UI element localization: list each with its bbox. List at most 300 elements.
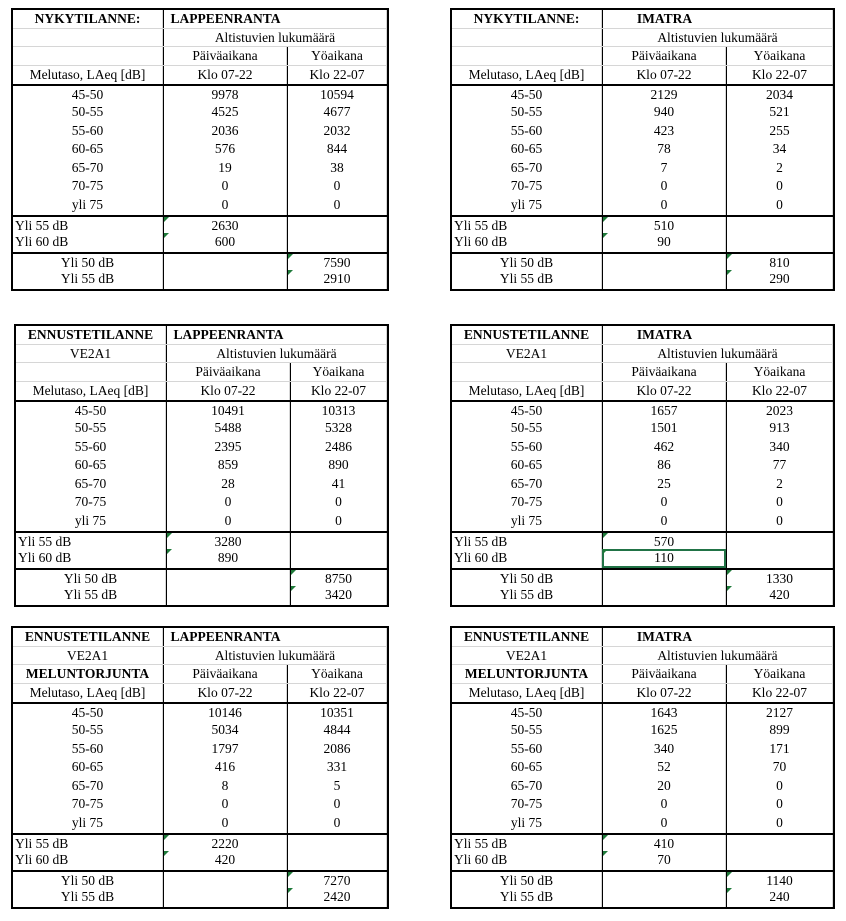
noise-level-label[interactable]: Melutaso, LAeq [dB] [452,684,602,703]
night-threshold-count[interactable]: 7590 [287,254,387,271]
day-count[interactable]: 10146 [163,704,287,721]
table-row [16,438,387,457]
day-count[interactable]: 416 [163,758,287,777]
day-hours[interactable]: Klo 07-22 [163,66,287,85]
scenario-label[interactable]: NYKYTILANNE: [13,10,163,28]
day-threshold-label[interactable]: Yli 60 dB [13,851,163,870]
empty-cell[interactable] [602,570,726,587]
table-row [16,419,387,438]
empty-cell[interactable] [290,549,387,568]
table-row [452,493,833,512]
day-hours[interactable]: Klo 07-22 [602,66,726,85]
day-hours[interactable]: Klo 07-22 [163,684,287,703]
night-label[interactable]: Yöaikana [726,47,833,65]
night-label[interactable]: Yöaikana [287,47,387,65]
night-threshold-count[interactable]: 290 [726,270,833,289]
empty-cell[interactable] [163,888,287,907]
day-threshold-label[interactable]: Yli 60 dB [13,233,163,252]
exposure-table [450,8,835,291]
day-hours[interactable]: Klo 07-22 [166,382,290,401]
night-threshold-label[interactable]: Yli 55 dB [13,270,163,289]
exposed-count-label[interactable]: Altistuvien lukumäärä [166,345,387,363]
night-count[interactable]: 521 [726,103,833,122]
city-title[interactable]: IMATRA [602,628,726,646]
scenario-label[interactable]: ENNUSTETILANNE [452,326,602,344]
empty-cell[interactable] [602,586,726,605]
night-hours[interactable]: Klo 22-07 [287,66,387,85]
day-count[interactable]: 86 [602,456,726,475]
night-count[interactable]: 4844 [287,721,387,740]
city-title-span[interactable] [287,628,387,646]
night-count[interactable]: 34 [726,140,833,159]
day-count[interactable]: 52 [602,758,726,777]
day-threshold-count[interactable]: 890 [166,549,290,568]
day-threshold-count[interactable]: 110 [602,549,726,568]
night-count[interactable]: 10594 [287,86,387,103]
table-row [452,758,833,777]
night-hours[interactable]: Klo 22-07 [726,684,833,703]
night-count[interactable]: 70 [726,758,833,777]
day-count[interactable]: 1657 [602,402,726,419]
table-row [452,531,833,550]
scenario-measure[interactable]: MELUNTORJUNTA [13,665,163,683]
noise-band[interactable]: yli 75 [452,512,602,531]
table-row [13,758,387,777]
noise-level-label[interactable]: Melutaso, LAeq [dB] [452,66,602,85]
scenario-variant[interactable]: VE2A1 [452,647,602,665]
night-count[interactable]: 4677 [287,103,387,122]
night-count[interactable]: 0 [726,177,833,196]
noise-band[interactable]: 50-55 [13,721,163,740]
day-threshold-count[interactable]: 510 [602,217,726,234]
night-threshold-label[interactable]: Yli 50 dB [16,570,166,587]
table-row [452,475,833,494]
day-label[interactable]: Päiväaikana [602,665,726,683]
city-title-span[interactable] [290,326,387,344]
noise-band[interactable]: 70-75 [13,177,163,196]
night-threshold-count[interactable]: 1140 [726,872,833,889]
empty-cell[interactable] [726,835,833,852]
day-count[interactable]: 0 [602,795,726,814]
night-threshold-count[interactable]: 810 [726,254,833,271]
day-hours[interactable]: Klo 07-22 [602,382,726,401]
day-threshold-count[interactable]: 410 [602,835,726,852]
noise-band[interactable]: 55-60 [452,740,602,759]
day-count[interactable]: 4525 [163,103,287,122]
table-row [452,795,833,814]
day-count[interactable]: 0 [602,177,726,196]
day-threshold-count[interactable]: 70 [602,851,726,870]
day-count[interactable]: 28 [166,475,290,494]
night-threshold-count[interactable]: 2420 [287,888,387,907]
night-count[interactable]: 0 [290,493,387,512]
table-row [452,702,833,721]
day-threshold-count[interactable]: 600 [163,233,287,252]
night-count[interactable]: 5 [287,777,387,796]
table-row [452,438,833,457]
exposed-count-label[interactable]: Altistuvien lukumäärä [163,647,387,665]
night-threshold-label[interactable]: Yli 50 dB [13,872,163,889]
noise-band[interactable]: 45-50 [13,86,163,103]
noise-band[interactable]: 45-50 [452,704,602,721]
exposure-table [14,324,389,607]
scenario-measure[interactable] [452,47,602,65]
scenario-variant[interactable] [13,29,163,47]
night-count[interactable]: 2023 [726,402,833,419]
day-label[interactable]: Päiväaikana [163,47,287,65]
noise-band[interactable]: 65-70 [452,159,602,178]
day-count[interactable]: 462 [602,438,726,457]
day-count[interactable]: 2036 [163,122,287,141]
day-count[interactable]: 5034 [163,721,287,740]
city-title[interactable]: IMATRA [602,326,726,344]
exposed-count-label[interactable]: Altistuvien lukumäärä [163,29,387,47]
noise-band[interactable]: 55-60 [452,122,602,141]
day-count[interactable]: 10491 [166,402,290,419]
noise-band[interactable]: 55-60 [16,438,166,457]
table-row [452,400,833,419]
table-row [16,586,387,605]
table-row [13,177,387,196]
day-count[interactable]: 8 [163,777,287,796]
day-count[interactable]: 423 [602,122,726,141]
scenario-variant[interactable]: VE2A1 [452,345,602,363]
empty-cell[interactable] [166,586,290,605]
night-threshold-count[interactable]: 2910 [287,270,387,289]
night-threshold-label[interactable]: Yli 50 dB [13,254,163,271]
night-threshold-count[interactable]: 420 [726,586,833,605]
empty-cell[interactable] [602,888,726,907]
night-count[interactable]: 0 [287,795,387,814]
day-count[interactable]: 340 [602,740,726,759]
noise-band[interactable]: 65-70 [13,159,163,178]
day-threshold-label[interactable]: Yli 55 dB [452,217,602,234]
scenario-label[interactable]: NYKYTILANNE: [452,10,602,28]
night-count[interactable]: 0 [287,196,387,215]
noise-band[interactable]: 70-75 [13,795,163,814]
night-count[interactable]: 255 [726,122,833,141]
table-row [13,66,387,85]
day-count[interactable]: 859 [166,456,290,475]
city-title-span[interactable] [726,628,833,646]
empty-cell[interactable] [163,872,287,889]
night-count[interactable]: 0 [726,512,833,531]
table-row [13,233,387,252]
night-count[interactable]: 2086 [287,740,387,759]
noise-band[interactable]: 70-75 [452,795,602,814]
day-count[interactable]: 0 [166,493,290,512]
noise-level-label[interactable]: Melutaso, LAeq [dB] [13,66,163,85]
day-count[interactable]: 0 [602,814,726,833]
noise-band[interactable]: 50-55 [16,419,166,438]
noise-band[interactable]: 50-55 [452,721,602,740]
empty-cell[interactable] [163,270,287,289]
city-title-span[interactable] [726,326,833,344]
day-count[interactable]: 1643 [602,704,726,721]
table-row [13,270,387,289]
city-title[interactable]: LAPPEENRANTA [163,628,287,646]
night-count[interactable]: 2 [726,475,833,494]
night-count[interactable]: 10351 [287,704,387,721]
table-row [452,345,833,364]
noise-band[interactable]: 60-65 [13,758,163,777]
day-threshold-label[interactable]: Yli 55 dB [13,835,163,852]
day-count[interactable]: 0 [602,493,726,512]
table-row [452,870,833,889]
noise-level-label[interactable]: Melutaso, LAeq [dB] [16,382,166,401]
night-count[interactable]: 0 [726,814,833,833]
empty-cell[interactable] [726,217,833,234]
day-threshold-label[interactable]: Yli 60 dB [16,549,166,568]
empty-cell[interactable] [163,254,287,271]
night-label[interactable]: Yöaikana [290,363,387,381]
empty-cell[interactable] [287,217,387,234]
noise-band[interactable]: 45-50 [452,402,602,419]
noise-band[interactable]: yli 75 [13,814,163,833]
table-row [13,721,387,740]
night-count[interactable]: 10313 [290,402,387,419]
day-count[interactable]: 0 [163,814,287,833]
day-label[interactable]: Päiväaikana [163,665,287,683]
noise-band[interactable]: 60-65 [452,140,602,159]
night-count[interactable]: 5328 [290,419,387,438]
scenario-variant[interactable]: VE2A1 [16,345,166,363]
day-threshold-label[interactable]: Yli 60 dB [452,549,602,568]
night-label[interactable]: Yöaikana [287,665,387,683]
night-hours[interactable]: Klo 22-07 [726,66,833,85]
noise-band[interactable]: 55-60 [13,122,163,141]
night-count[interactable]: 844 [287,140,387,159]
empty-cell[interactable] [287,835,387,852]
noise-band[interactable]: 65-70 [452,475,602,494]
day-label[interactable]: Päiväaikana [166,363,290,381]
night-count[interactable]: 2032 [287,122,387,141]
table-row [16,456,387,475]
day-threshold-label[interactable]: Yli 55 dB [13,217,163,234]
day-threshold-count[interactable]: 420 [163,851,287,870]
day-count[interactable]: 0 [163,196,287,215]
night-threshold-label[interactable]: Yli 50 dB [452,872,602,889]
table-row [13,870,387,889]
empty-cell[interactable] [290,533,387,550]
scenario-variant[interactable] [452,29,602,47]
table-row [452,721,833,740]
day-count[interactable]: 1625 [602,721,726,740]
empty-cell[interactable] [726,533,833,550]
night-threshold-count[interactable]: 7270 [287,872,387,889]
day-count[interactable]: 78 [602,140,726,159]
day-count[interactable]: 576 [163,140,287,159]
exposed-count-label[interactable]: Altistuvien lukumäärä [602,345,833,363]
day-threshold-count[interactable]: 90 [602,233,726,252]
day-threshold-count[interactable]: 570 [602,533,726,550]
noise-band[interactable]: 70-75 [452,493,602,512]
noise-band[interactable]: 50-55 [452,103,602,122]
day-count[interactable]: 0 [163,177,287,196]
table-row [13,628,387,647]
city-title[interactable]: IMATRA [602,10,726,28]
table-row [452,122,833,141]
night-hours[interactable]: Klo 22-07 [287,684,387,703]
night-count[interactable]: 0 [726,795,833,814]
night-count[interactable]: 0 [726,777,833,796]
noise-band[interactable]: 60-65 [452,758,602,777]
noise-band[interactable]: 50-55 [13,103,163,122]
day-threshold-label[interactable]: Yli 60 dB [452,233,602,252]
scenario-measure[interactable] [16,363,166,381]
night-count[interactable]: 0 [287,177,387,196]
night-count[interactable]: 913 [726,419,833,438]
noise-band[interactable]: yli 75 [13,196,163,215]
night-hours[interactable]: Klo 22-07 [290,382,387,401]
city-title[interactable]: LAPPEENRANTA [166,326,290,344]
night-threshold-count[interactable]: 1330 [726,570,833,587]
noise-band[interactable]: 70-75 [16,493,166,512]
empty-cell[interactable] [287,851,387,870]
night-count[interactable]: 0 [290,512,387,531]
noise-band[interactable]: 60-65 [16,456,166,475]
scenario-measure[interactable] [13,47,163,65]
noise-band[interactable]: yli 75 [452,196,602,215]
noise-band[interactable]: 60-65 [13,140,163,159]
noise-band[interactable]: 45-50 [452,86,602,103]
noise-band[interactable]: 65-70 [452,777,602,796]
noise-band[interactable]: 70-75 [452,177,602,196]
night-threshold-label[interactable]: Yli 55 dB [16,586,166,605]
day-label[interactable]: Päiväaikana [602,47,726,65]
table-row [13,740,387,759]
night-threshold-label[interactable]: Yli 55 dB [13,888,163,907]
noise-band[interactable]: 50-55 [452,419,602,438]
night-threshold-label[interactable]: Yli 55 dB [452,586,602,605]
night-count[interactable]: 0 [726,196,833,215]
table-row [13,777,387,796]
night-label[interactable]: Yöaikana [726,665,833,683]
city-title-span[interactable] [726,10,833,28]
exposed-count-label[interactable]: Altistuvien lukumäärä [602,647,833,665]
day-threshold-label[interactable]: Yli 60 dB [452,851,602,870]
noise-band[interactable]: 55-60 [452,438,602,457]
day-threshold-label[interactable]: Yli 55 dB [16,533,166,550]
day-hours[interactable]: Klo 07-22 [602,684,726,703]
empty-cell[interactable] [166,570,290,587]
night-count[interactable]: 0 [726,493,833,512]
table-row [13,252,387,271]
night-count[interactable]: 77 [726,456,833,475]
night-count[interactable]: 41 [290,475,387,494]
night-threshold-label[interactable]: Yli 50 dB [452,254,602,271]
day-threshold-count[interactable]: 2220 [163,835,287,852]
night-threshold-label[interactable]: Yli 50 dB [452,570,602,587]
empty-cell[interactable] [287,233,387,252]
night-count[interactable]: 38 [287,159,387,178]
day-count[interactable]: 5488 [166,419,290,438]
day-threshold-label[interactable]: Yli 55 dB [452,533,602,550]
noise-level-label[interactable]: Melutaso, LAeq [dB] [452,382,602,401]
table-row [16,326,387,345]
day-count[interactable]: 0 [163,795,287,814]
night-count[interactable]: 890 [290,456,387,475]
day-threshold-count[interactable]: 3280 [166,533,290,550]
night-threshold-label[interactable]: Yli 55 dB [452,888,602,907]
empty-cell[interactable] [602,872,726,889]
day-count[interactable]: 0 [602,512,726,531]
table-row [13,888,387,907]
night-hours[interactable]: Klo 22-07 [726,382,833,401]
night-count[interactable]: 2127 [726,704,833,721]
day-count[interactable]: 1501 [602,419,726,438]
table-row [16,568,387,587]
scenario-label[interactable]: ENNUSTETILANNE [16,326,166,344]
table-row [452,363,833,382]
empty-cell[interactable] [602,254,726,271]
city-title[interactable]: LAPPEENRANTA [163,10,287,28]
scenario-label[interactable]: ENNUSTETILANNE [452,628,602,646]
noise-band[interactable]: 60-65 [452,456,602,475]
noise-band[interactable]: 55-60 [13,740,163,759]
table-row [13,140,387,159]
day-count[interactable]: 2395 [166,438,290,457]
empty-cell[interactable] [602,270,726,289]
night-count[interactable]: 2034 [726,86,833,103]
night-count[interactable]: 2 [726,159,833,178]
night-count[interactable]: 899 [726,721,833,740]
night-threshold-count[interactable]: 3420 [290,586,387,605]
night-threshold-label[interactable]: Yli 55 dB [452,270,602,289]
noise-band[interactable]: 45-50 [13,704,163,721]
noise-band[interactable]: 65-70 [16,475,166,494]
noise-band[interactable]: yli 75 [16,512,166,531]
night-count[interactable]: 331 [287,758,387,777]
city-title-span[interactable] [287,10,387,28]
day-count[interactable]: 9978 [163,86,287,103]
exposed-count-label[interactable]: Altistuvien lukumäärä [602,29,833,47]
empty-cell[interactable] [726,233,833,252]
noise-band[interactable]: 45-50 [16,402,166,419]
table-row [13,47,387,66]
day-threshold-label[interactable]: Yli 55 dB [452,835,602,852]
day-count[interactable]: 1797 [163,740,287,759]
night-count[interactable]: 0 [287,814,387,833]
scenario-measure[interactable] [452,363,602,381]
night-threshold-count[interactable]: 240 [726,888,833,907]
day-count[interactable]: 0 [166,512,290,531]
day-threshold-count[interactable]: 2630 [163,217,287,234]
scenario-label[interactable]: ENNUSTETILANNE [13,628,163,646]
scenario-measure[interactable]: MELUNTORJUNTA [452,665,602,683]
day-count[interactable]: 25 [602,475,726,494]
noise-band[interactable]: yli 75 [452,814,602,833]
night-count[interactable]: 2486 [290,438,387,457]
night-label[interactable]: Yöaikana [726,363,833,381]
day-count[interactable]: 19 [163,159,287,178]
table-row [452,326,833,345]
empty-cell[interactable] [726,549,833,568]
scenario-variant[interactable]: VE2A1 [13,647,163,665]
noise-level-label[interactable]: Melutaso, LAeq [dB] [13,684,163,703]
day-count[interactable]: 2129 [602,86,726,103]
day-count[interactable]: 7 [602,159,726,178]
day-count[interactable]: 940 [602,103,726,122]
night-count[interactable]: 171 [726,740,833,759]
night-count[interactable]: 340 [726,438,833,457]
day-count[interactable]: 20 [602,777,726,796]
empty-cell[interactable] [726,851,833,870]
day-label[interactable]: Päiväaikana [602,363,726,381]
night-threshold-count[interactable]: 8750 [290,570,387,587]
day-count[interactable]: 0 [602,196,726,215]
noise-band[interactable]: 65-70 [13,777,163,796]
